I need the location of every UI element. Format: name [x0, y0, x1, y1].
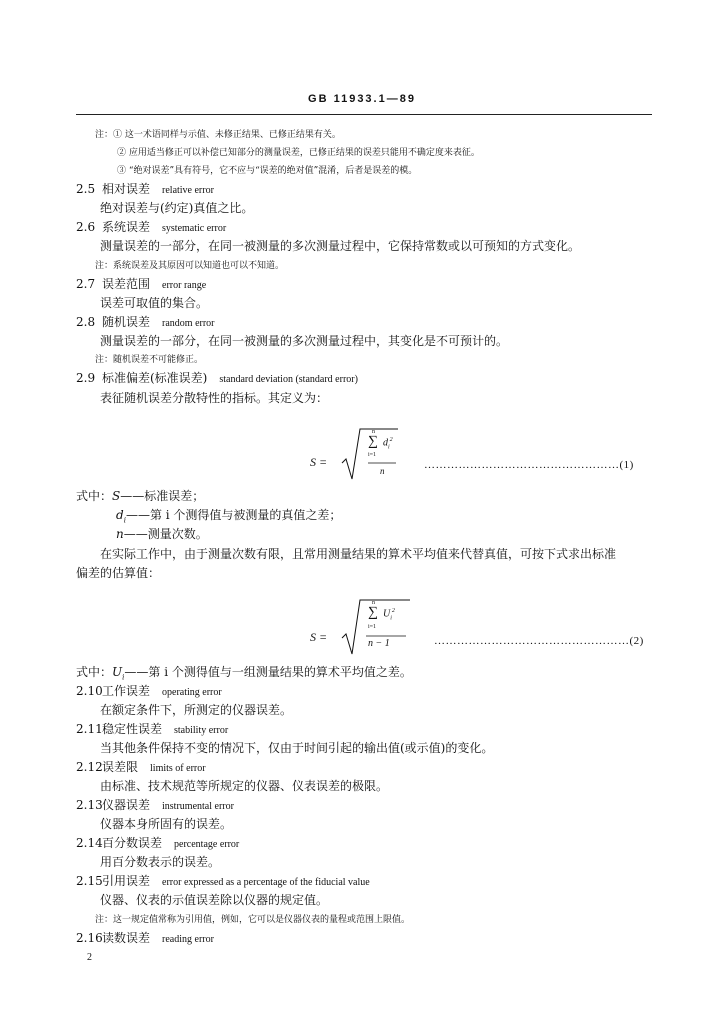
term-definition: 仪器、仪表的示值误差除以仪器的规定值。 [100, 893, 329, 907]
sum-upper-limit: n [372, 429, 375, 435]
symbol: U [112, 665, 123, 679]
term-number: 2.6 [76, 220, 96, 234]
where-clause [76, 487, 204, 504]
note-line: 注：① 这一术语同样与示值、未修正结果、已修正结果有关。 [95, 130, 341, 140]
term-definition: 测量误差的一部分，在同一被测量的多次测量过程中，其变化是不可预计的。 [100, 334, 509, 348]
sum-upper-limit: n [372, 600, 375, 606]
term-definition: 用百分数表示的误差。 [100, 855, 221, 869]
term-number: 2.16 [76, 931, 103, 945]
term-chinese: 随机误差 [102, 315, 151, 329]
term-heading [76, 758, 206, 775]
term-english: stability error [174, 725, 229, 736]
term-number: 2.9 [76, 371, 96, 385]
term-chinese: 引用误差 [102, 874, 151, 888]
symbol: d [116, 508, 124, 522]
term-heading [76, 180, 214, 197]
term-number: 2.7 [76, 277, 96, 291]
term-number: 2.11 [76, 722, 103, 736]
symbol-subscript: i [122, 673, 125, 682]
standard-code-header: GB 11933.1—89 [308, 93, 416, 105]
term-chinese: 标准偏差(标准误差) [102, 371, 208, 385]
where-clause [116, 506, 341, 524]
term-note: 注：系统误差及其原因可以知道也可以不知道。 [95, 261, 285, 271]
term-number: 2.10 [76, 684, 103, 698]
term-heading [76, 682, 222, 699]
term-definition: 表征随机误差分散特性的指标。其定义为： [100, 391, 329, 405]
term-english: limits of error [150, 763, 206, 774]
term-heading [76, 929, 214, 946]
term-chinese: 误差限 [102, 760, 139, 774]
sum-term: $U_i^2$ [383, 608, 395, 622]
term-definition: 当其他条件保持不变的情况下，仅由于时间引起的输出值(或示值)的变化。 [100, 741, 494, 755]
formula-standard-deviation [310, 425, 430, 485]
term-definition: 仪器本身所固有的误差。 [100, 817, 233, 831]
term-english: random error [162, 318, 215, 329]
term-english: reading error [162, 934, 214, 945]
term-chinese: 仪器误差 [102, 798, 151, 812]
term-heading [76, 218, 226, 235]
formula-estimated-std [310, 596, 440, 660]
sum-symbol: ∑ [368, 434, 378, 449]
paragraph-line: 在实际工作中，由于测量次数有限，且常用测量结果的算术平均值来代替真值，可按下式求出标准 [100, 547, 617, 561]
term-number: 2.12 [76, 760, 103, 774]
formula-denominator: n − 1 [368, 638, 390, 649]
term-chinese: 百分数误差 [102, 836, 163, 850]
term-note: 注：随机误差不可能修正。 [95, 355, 204, 365]
term-number: 2.8 [76, 315, 96, 329]
symbol-meaning: ——测量次数。 [123, 527, 208, 541]
term-heading [76, 369, 358, 386]
term-definition: 绝对误差与(约定)真值之比。 [100, 201, 254, 215]
where-clause [116, 525, 208, 542]
term-note: 注：这一规定值常称为引用值，例如，它可以是仪器仪表的量程或范围上限值。 [95, 915, 411, 925]
equation-number-leader: ……………………………………………(2) [434, 635, 644, 647]
paragraph-line: 偏差的估算值： [76, 566, 161, 580]
term-english: instrumental error [162, 801, 234, 812]
sum-lower-limit: i=1 [368, 624, 377, 630]
term-english: error expressed as a percentage of the fiducial value [162, 877, 370, 888]
term-definition: 测量误差的一部分，在同一被测量的多次测量过程中，它保持常数或以可预知的方式变化。 [100, 239, 581, 253]
sum-lower-limit: i=1 [368, 452, 377, 458]
term-definition: 在额定条件下，所测定的仪器误差。 [100, 703, 293, 717]
note-line: ② 应用适当修正可以补偿已知部分的测量误差，已修正结果的误差只能用不确定度来表征。 [117, 148, 480, 158]
term-heading [76, 796, 234, 813]
formula-denominator: n [380, 466, 385, 476]
term-heading [76, 872, 370, 889]
header-rule [76, 114, 652, 115]
term-heading [76, 720, 228, 737]
where-label: 式中： [76, 665, 113, 679]
term-english: error range [162, 280, 207, 291]
where-label: 式中： [76, 489, 113, 503]
symbol-meaning: ——第 i 个测得值与被测量的真值之差； [125, 508, 342, 522]
term-chinese: 读数误差 [102, 931, 151, 945]
symbol-subscript: i [123, 516, 126, 525]
term-number: 2.5 [76, 182, 96, 196]
term-heading [76, 834, 239, 851]
term-number: 2.13 [76, 798, 103, 812]
term-english: percentage error [174, 839, 240, 850]
term-chinese: 稳定性误差 [102, 722, 163, 736]
note-line: ③ “绝对误差”具有符号，它不应与“误差的绝对值”混淆，后者是误差的模。 [117, 166, 418, 176]
term-chinese: 工作误差 [102, 684, 151, 698]
formula-lhs: S = [310, 455, 328, 469]
term-heading [76, 275, 206, 292]
term-english: relative error [162, 185, 214, 196]
symbol: S [112, 489, 121, 503]
term-number: 2.14 [76, 836, 103, 850]
page-number: 2 [87, 952, 92, 963]
term-english: operating error [162, 687, 222, 698]
term-english: systematic error [162, 223, 227, 234]
term-heading [76, 313, 215, 330]
term-number: 2.15 [76, 874, 103, 888]
term-chinese: 相对误差 [102, 182, 151, 196]
where-clause [76, 663, 412, 681]
symbol: n [116, 527, 124, 541]
symbol-meaning: ——标准误差； [120, 489, 205, 503]
term-chinese: 误差范围 [102, 277, 151, 291]
term-english: standard deviation (standard error) [219, 374, 358, 385]
formula-lhs: S = [310, 630, 328, 644]
equation-number-leader: ……………………………………………(1) [424, 459, 634, 471]
sum-symbol: ∑ [368, 605, 378, 620]
term-chinese: 系统误差 [102, 220, 151, 234]
term-definition: 由标准、技术规范等所规定的仪器、仪表误差的极限。 [100, 779, 389, 793]
symbol-meaning: ——第 i 个测得值与一组测量结果的算术平均值之差。 [124, 665, 412, 679]
term-definition: 误差可取值的集合。 [100, 296, 209, 310]
sum-term: $d_i^2$ [383, 437, 393, 451]
